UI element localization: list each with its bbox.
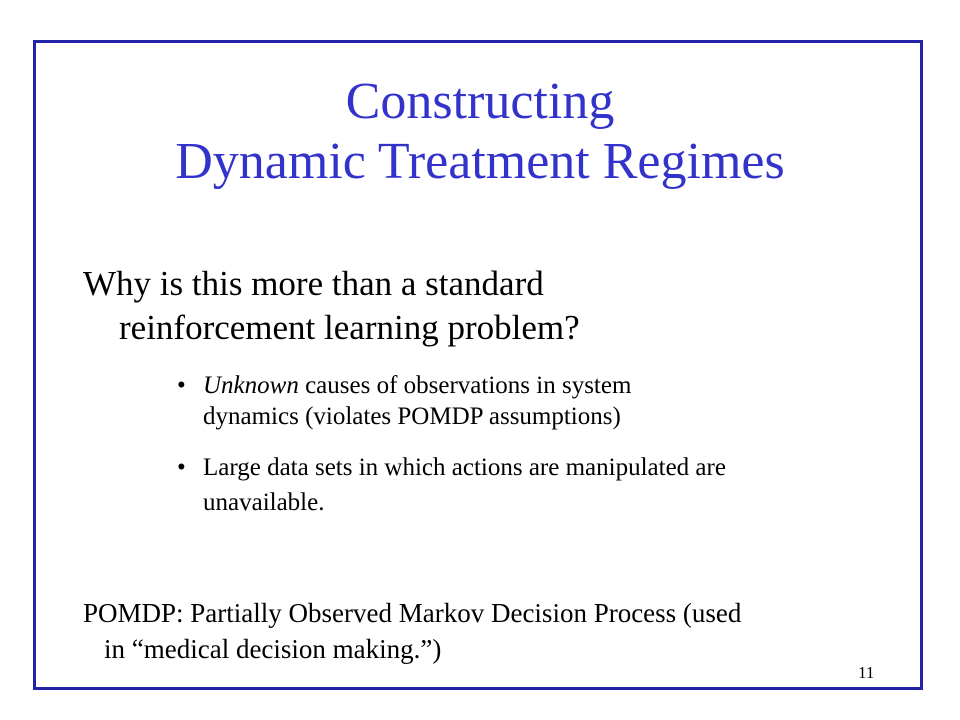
pomdp-footnote — [83, 595, 903, 667]
bullet-icon: • — [177, 454, 186, 481]
bullet-line-2: unavailable. — [203, 489, 325, 516]
bullet-emphasis: Unknown — [203, 372, 299, 399]
title-line-1: Constructing — [345, 73, 615, 130]
bullet-item-unknown-causes — [175, 370, 895, 432]
footnote-line-1: POMDP: Partially Observed Markov Decision Process (used — [83, 598, 742, 628]
bullet-list — [175, 370, 895, 538]
slide-title — [0, 72, 960, 192]
bullet-item-large-data-sets — [175, 452, 895, 518]
footnote-line-2: in “medical decision making.”) — [104, 634, 442, 664]
main-point-line-1: Why is this more than a standard — [83, 264, 544, 303]
main-point-line-2: reinforcement learning problem? — [119, 308, 580, 347]
title-line-2: Dynamic Treatment Regimes — [175, 133, 785, 190]
bullet-line-1: Large data sets in which actions are manipulated are — [203, 454, 726, 481]
bullet-icon: • — [177, 372, 186, 399]
bullet-line-1 — [203, 370, 895, 401]
page-number: 11 — [858, 663, 875, 682]
bullet-line-1-rest: causes of observations in system — [298, 372, 632, 399]
bullet-line-2: dynamics (violates POMDP assumptions) — [203, 403, 621, 430]
main-point — [83, 262, 883, 350]
